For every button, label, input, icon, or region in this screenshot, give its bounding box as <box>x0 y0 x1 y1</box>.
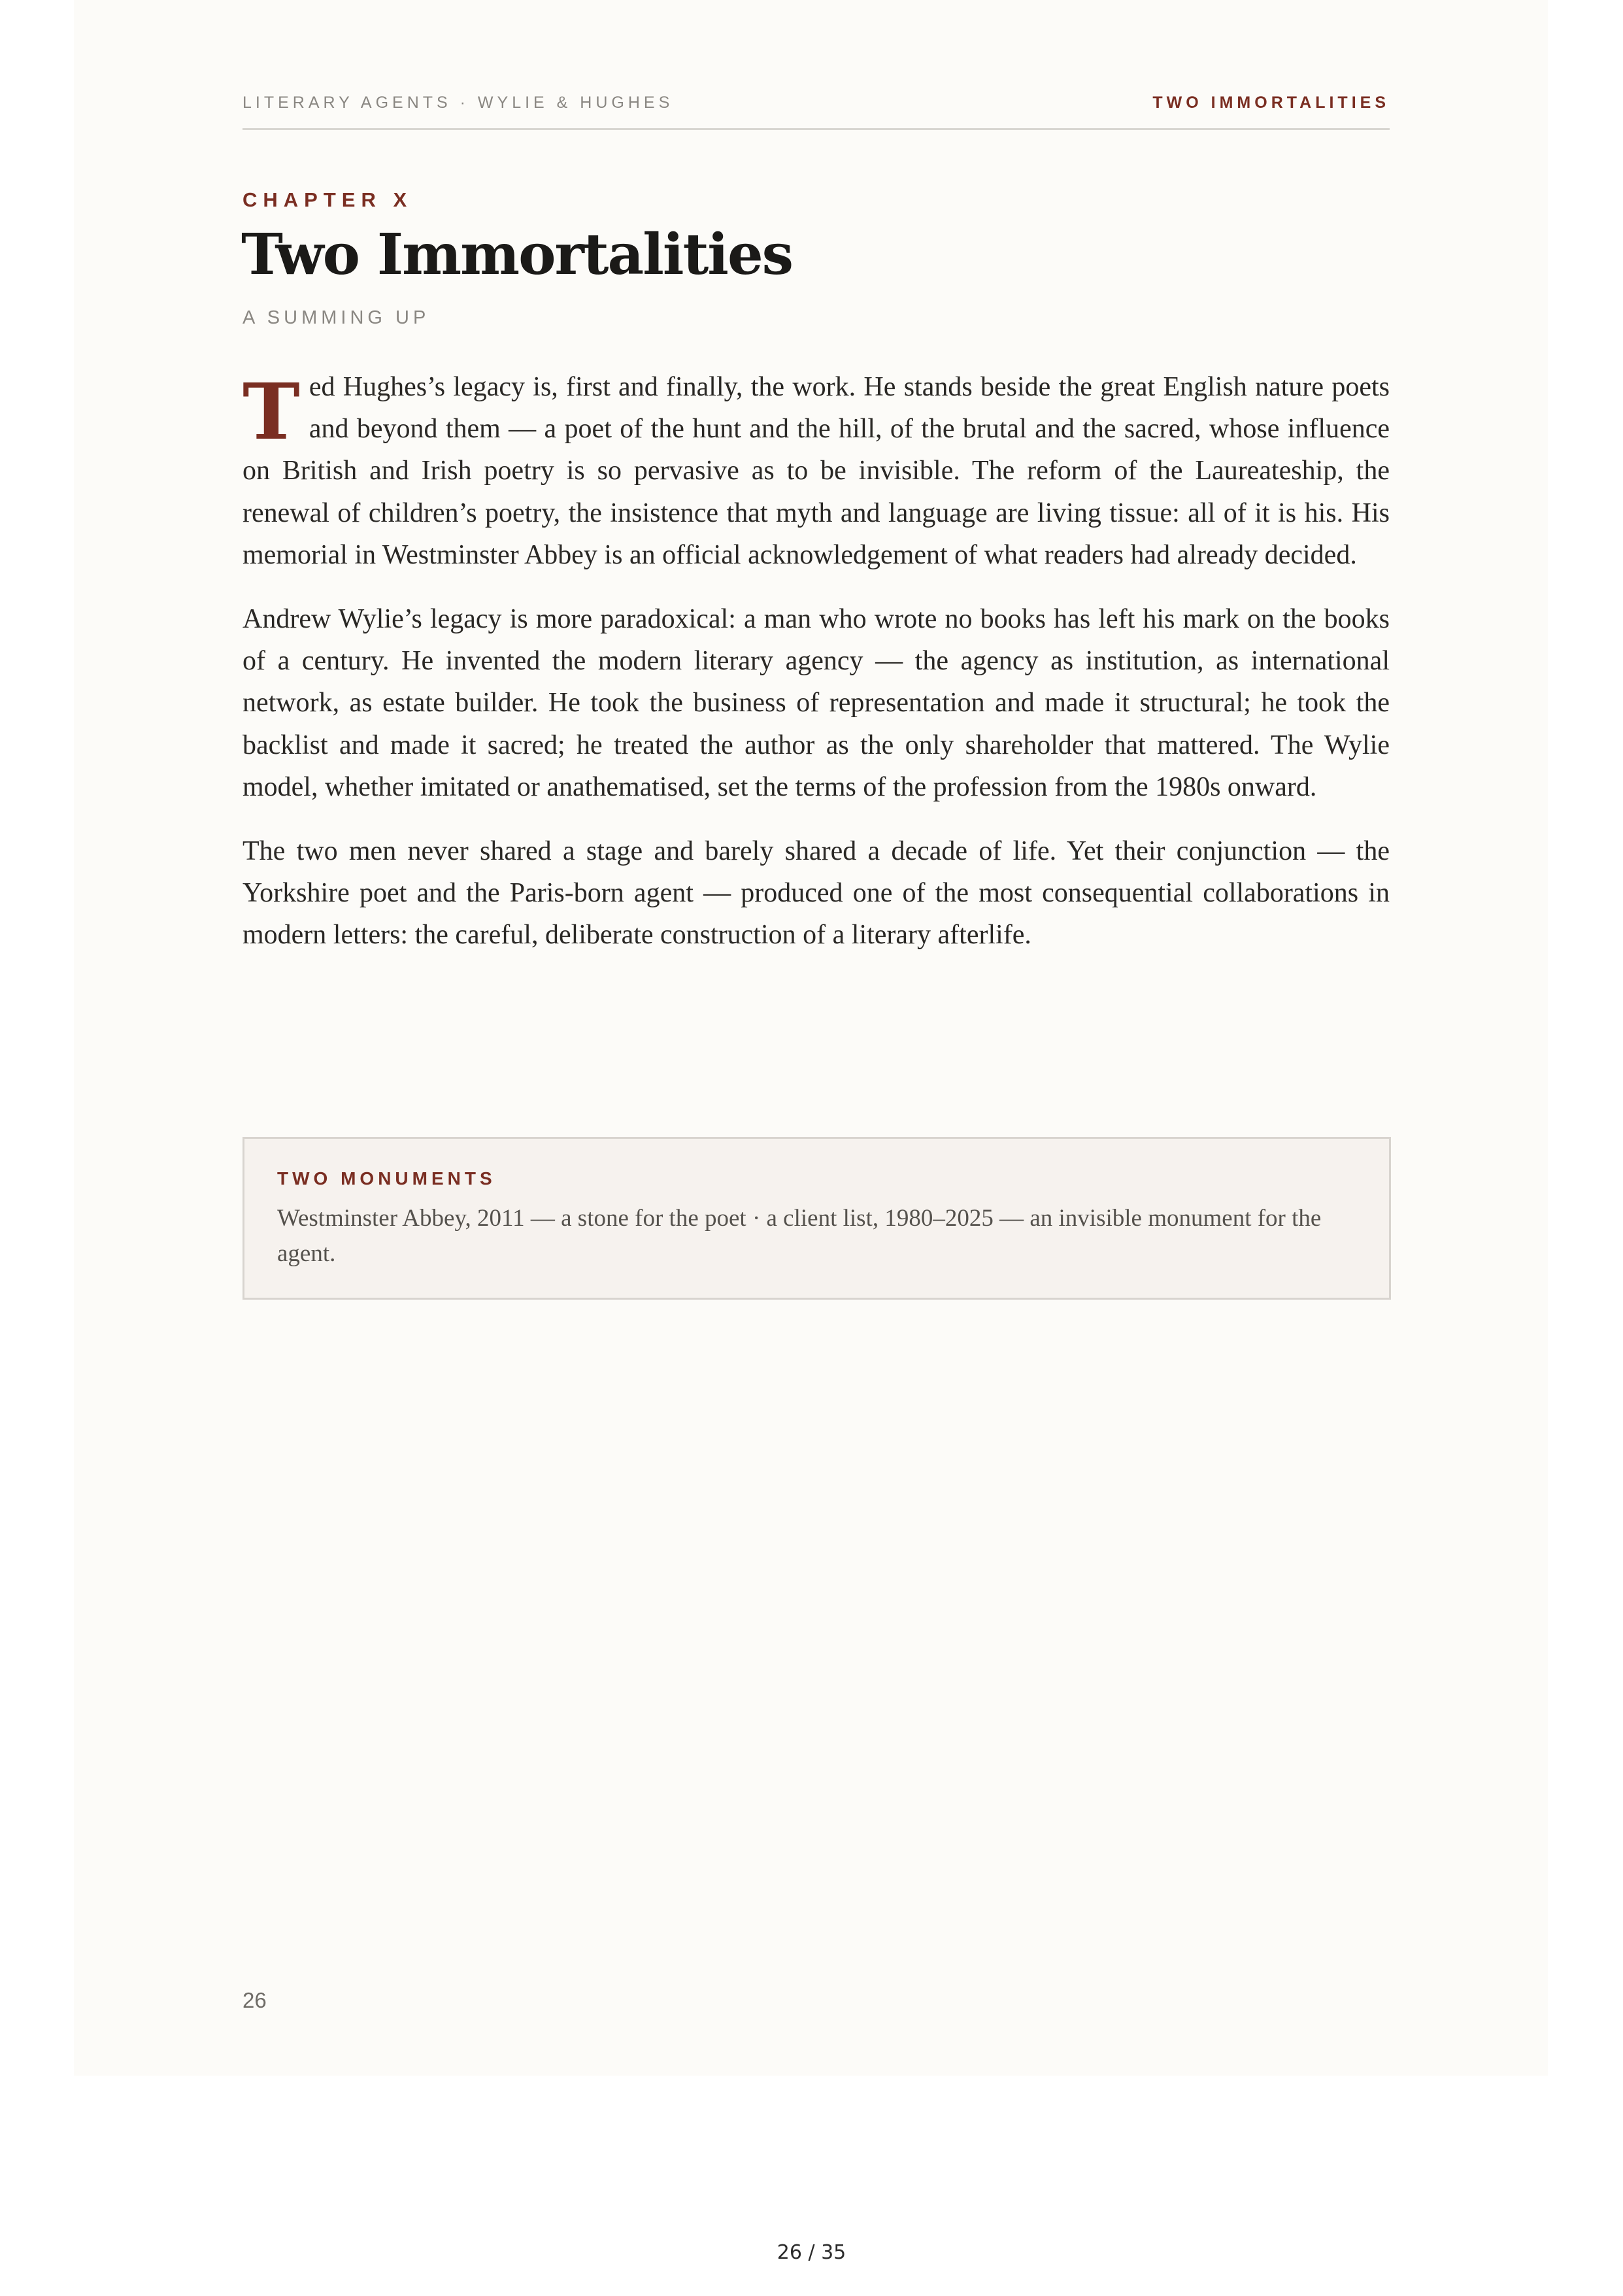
paragraph-1-text: ed Hughes’s legacy is, first and finally, the work. He stands beside the great English nature poets and beyond them — a poet of the hunt and the hill, of the brutal and the sacred, whose influence on British and Irish poetry is so pervasive as to be invisible. The reform of the Laureateship, the renewal of children’s poetry, the insistence that myth and language are living tissue: all of it is his. His memorial in Westminster Abbey is an official acknowledgement of what readers had already decided. <box>243 372 1390 570</box>
chapter-title: Two Immortalities <box>241 222 793 288</box>
viewer-page-indicator: 26 / 35 <box>777 2241 846 2264</box>
paragraph-1 <box>243 366 1390 576</box>
callout-text: Westminster Abbey, 2011 — a stone for the poet · a client list, 1980–2025 — an invisible monument for the agent. <box>277 1205 1322 1267</box>
callout-label: TWO MONUMENTS <box>277 1168 496 1189</box>
body-text <box>243 366 1390 979</box>
running-head-right: TWO IMMORTALITIES <box>1152 93 1390 112</box>
chapter-subtitle: A SUMMING UP <box>243 307 430 328</box>
paragraph-3: The two men never shared a stage and barely shared a decade of life. Yet their conjunction — the Yorkshire poet and the Paris-born agent — produced one of the most consequential collaborations in modern letters: the careful, deliberate construction of a literary afterlife. <box>243 836 1390 951</box>
running-head <box>243 93 1390 130</box>
chapter-label: CHAPTER X <box>243 188 413 211</box>
drop-cap: T <box>243 366 300 457</box>
running-head-left: LITERARY AGENTS · WYLIE & HUGHES <box>243 93 674 112</box>
page-number: 26 <box>243 1988 267 2012</box>
callout-box <box>243 1137 1391 1300</box>
paragraph-2: Andrew Wylie’s legacy is more paradoxical: a man who wrote no books has left his mark on the books of a century. He invented the modern literary agency — the agency as institution, as international network, as estate builder. He took the business of representation and made it structural; he took the backlist and made it sacred; he treated the author as the only shareholder that mattered. The Wylie model, whether imitated or anathematised, set the terms of the profession from the 1980s onward. <box>243 604 1390 802</box>
